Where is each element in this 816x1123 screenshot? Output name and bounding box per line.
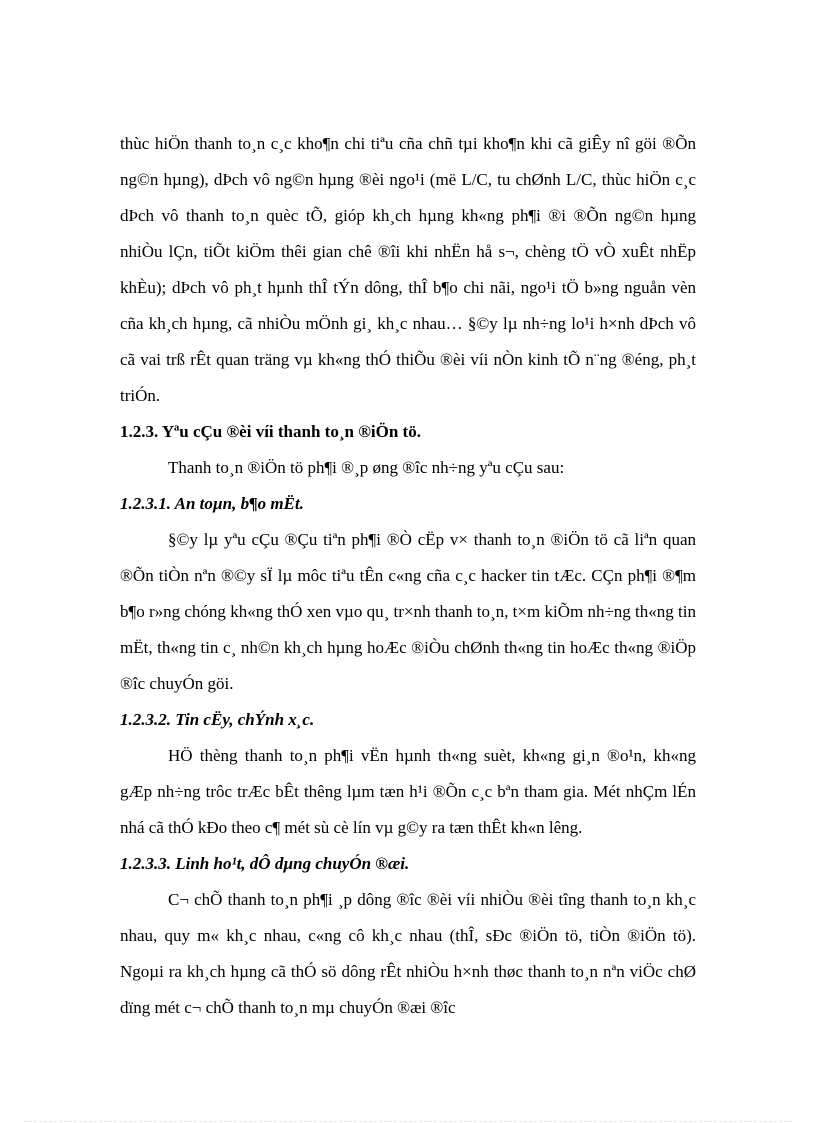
subsection-text-flexibility: C¬ chÕ thanh to¸n ph¶i ¸p dông ®îc ®èi víi nhiÒu ®èi tîng thanh to¸n kh¸c nhau, quy m« kh¸c nhau, c«ng cô kh¸c nhau (thÎ, sÐc ®iÖn tö, tiÒn ®iÖn tö). Ngoµi ra kh¸ch hµng cã thÓ sö dông rÊt nhiÒu h×nh thøc thanh to¸n nªn viÖc chØ dïng mét c¬ chÕ thanh to¸n mµ chuyÓn ®æi ®îc [120,890,696,1017]
section-intro: Thanh to¸n ®iÖn tö ph¶i ®¸p øng ®îc nh÷ng yªu cÇu sau: [168,458,565,477]
subsection-text-security: §©y lµ yªu cÇu ®Çu tiªn ph¶i ®Ò cËp v× thanh to¸n ®iÖn tö cã liªn quan ®Õn tiÒn nªn ®©y sÏ lµ môc tiªu tÊn c«ng cña c¸c hacker tin tÆc. CÇn ph¶i ®¶m b¶o r»ng chóng kh«ng thÓ xen vµo qu¸ tr×nh thanh to¸n, t×m kiÕm nh÷ng th«ng tin mËt, th«ng tin c¸ nh©n kh¸ch hµng hoÆc ®iÒu chØnh th«ng tin hoÆc th«ng ®iÖp ®îc chuyÓn göi. [120,530,696,693]
page-bottom-divider [24,1121,792,1122]
subsection-heading-reliability: 1.2.3.2. Tin cËy, chÝnh x¸c. [120,710,315,729]
section-heading: 1.2.3. Yªu cÇu ®èi víi thanh to¸n ®iÖn tö. [120,422,421,441]
subsection-heading-flexibility: 1.2.3.3. Linh ho¹t, dÔ dµng chuyÓn ®æi. [120,854,410,873]
document-body [120,126,696,1026]
intro-paragraph: thùc hiÖn thanh to¸n c¸c kho¶n chi tiªu cña chñ tµi kho¶n khi cã giÊy nî göi ®Õn ng©n hµng), dÞch vô ng©n hµng ®èi ngo¹i (më L/C, tu chØnh L/C, thùc hiÖn c¸c dÞch vô thanh to¸n quèc tÕ, gióp kh¸ch hµng kh«ng ph¶i ®i ®Õn ng©n hµng nhiÒu lÇn, tiÕt kiÖm thêi gian chê ®îi khi nhËn hå s¬, chèng tÖ vÒ xuÊt nhËp khÈu); dÞch vô ph¸t hµnh thÎ tÝn dông, thÎ b¶o chi nãi, ngo¹i tÖ b»ng nguån vèn cña kh¸ch hµng, cã nhiÒu mÖnh gi¸ kh¸c nhau… §©y lµ nh÷ng lo¹i h×nh dÞch vô cã vai trß rÊt quan träng vµ kh«ng thÓ thiÕu ®èi víi nÒn kinh tÕ n¨ng ®éng, ph¸t triÓn. [120,134,696,405]
subsection-text-reliability: HÖ thèng thanh to¸n ph¶i vËn hµnh th«ng suèt, kh«ng gi¸n ®o¹n, kh«ng gÆp nh÷ng trôc trÆc bÊt thêng lµm tæn h¹i ®Õn c¸c bªn tham gia. Mét nhÇm lÉn nhá cã thÓ kÐo theo c¶ mét sù cè lín vµ g©y ra tæn thÊt kh«n lêng. [120,746,696,837]
subsection-heading-security: 1.2.3.1. An toµn, b¶o mËt. [120,494,304,513]
